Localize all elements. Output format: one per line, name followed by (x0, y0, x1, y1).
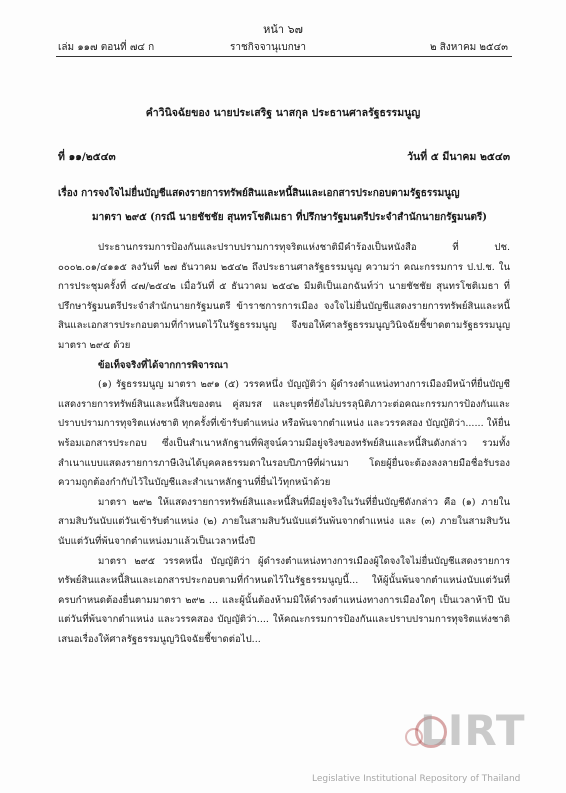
document-title: คำวินิจฉัยของ นายประเสริฐ นาสกุล ประธานศาลรัฐธรรมนูญ (145, 107, 421, 119)
paragraph-section-291: (๑) รัฐธรรมนูญ มาตรา ๒๙๑ (๕) วรรคหนึ่ง บัญญัติว่า ผู้ดำรงตำแหน่งทางการเมืองมีหน้าที่ยื่นบัญชีแสดงรายการทรัพย์สินและหนี้สินของตน คู่สมรส และบุตรที่ยังไม่บรรลุนิติภาวะต่อคณะกรรมการป้องกันและปราบปรามการทุจริตแห่งชาติ ทุกครั้งที่เข้ารับตำแหน่ง หรือพ้นจากตำแหน่ง และวรรคสอง บัญญัติว่า...... ให้ยื่นพร้อมเอกสารประกอบ ซึ่งเป็นสำเนาหลักฐานที่พิสูจน์ความมีอยู่จริงของทรัพย์สินและหนี้สินดังกล่าว รวมทั้งสำเนาแบบแสดงรายการภาษีเงินได้บุคคลธรรมดาในรอบปีภาษีที่ผ่านมา โดยผู้ยื่นจะต้องลงลายมือชื่อรับรองความถูกต้องกำกับไว้ในบัญชีและสำเนาหลักฐานที่ยื่นไว้ทุกหน้าด้วย (58, 379, 510, 489)
subject-line-2: มาตรา ๒๙๕ (กรณี นายชัชชัย สุนทรโชติเมธา ที่ปรึกษารัฐมนตรีประจำสำนักนายกรัฐมนตรี) (92, 212, 488, 223)
ruling-date: วันที่ ๕ มีนาคม ๒๕๔๓ (407, 151, 510, 163)
paragraph-section-292: มาตรา ๒๙๒ ให้แสดงรายการทรัพย์สินและหนี้สินที่มีอยู่จริงในวันที่ยื่นบัญชีดังกล่าว คือ (๑) ภายในสามสิบวันนับแต่วันเข้ารับตำแหน่ง (๒) ภายในสามสิบวันนับแต่วันพ้นจากตำแหน่ง และ (๓) ภายในสามสิบวันนับแต่วันที่พ้นจากตำแหน่งมาแล้วเป็นเวลาหนึ่งปี (58, 496, 510, 547)
publication-name: ราชกิจจานุเบกษา (230, 42, 307, 53)
publication-date: ๒ สิงหาคม ๒๕๔๓ (430, 42, 508, 53)
document-body (58, 238, 510, 649)
watermark (420, 706, 550, 766)
watermark-caption: Legislative Institutional Repository of Thailand (312, 774, 521, 784)
ruling-number: ที่ ๑๑/๒๕๔๓ (58, 151, 116, 163)
page-number: หน้า ๖๗ (263, 23, 303, 36)
subject-block (58, 182, 510, 230)
watermark-logo: LIRT (420, 706, 526, 755)
subject-line-1: เรื่อง การจงใจไม่ยื่นบัญชีแสดงรายการทรัพย์สินและหนี้สินและเอกสารประกอบตามรัฐธรรมนูญ (58, 188, 460, 199)
paragraph-petition: ประธานกรรมการป้องกันและปราบปรามการทุจริตแห่งชาติมีคำร้องเป็นหนังสือ ที่ ปช. ๐๐๐๒.๐๑/๔๑๑๕ ลงวันที่ ๒๗ ธันวาคม ๒๕๔๒ ถึงประธานศาลรัฐธรรมนูญ ความว่า คณะกรรมการ ป.ป.ช. ในการประชุมครั้งที่ ๔๗/๒๕๔๒ เมื่อวันที่ ๕ ธันวาคม ๒๕๔๒ มีมติเป็นเอกฉันท์ว่า นายชัชชัย สุนทรโชติเมธา ที่ปรึกษารัฐมนตรีประจำสำนักนายกรัฐมนตรี ข้าราชการการเมือง จงใจไม่ยื่นบัญชีแสดงรายการทรัพย์สินและหนี้สินและเอกสารประกอบตามที่กำหนดไว้ในรัฐธรรมนูญ จึงขอให้ศาลรัฐธรรมนูญวินิจฉัยชี้ขาดตามรัฐธรรมนูญ มาตรา ๒๙๕ ด้วย (58, 242, 510, 351)
volume-issue: เล่ม ๑๑๗ ตอนที่ ๗๔ ก (58, 42, 155, 53)
paragraph-section-295: มาตรา ๒๙๕ วรรคหนึ่ง บัญญัติว่า ผู้ดำรงตำแหน่งทางการเมืองผู้ใดจงใจไม่ยื่นบัญชีแสดงรายการทรัพย์สินและหนี้สินและเอกสารประกอบตามที่กำหนดไว้ในรัฐธรรมนูญนี้... ให้ผู้นั้นพ้นจากตำแหน่งนับแต่วันที่ครบกำหนดต้องยื่นตามมาตรา ๒๙๒ ... และผู้นั้นต้องห้ามมิให้ดำรงตำแหน่งทางการเมืองใดๆ เป็นเวลาห้าปี นับแต่วันที่พ้นจากตำแหน่ง และวรรคสอง บัญญัติว่า.... ให้คณะกรรมการป้องกันและปราบปรามการทุจริตแห่งชาติเสนอเรื่องให้ศาลรัฐธรรมนูญวินิจฉัยชี้ขาดต่อไป... (58, 555, 510, 645)
header-divider (56, 56, 512, 57)
facts-heading: ข้อเท็จจริงที่ได้จากการพิจารณา (98, 359, 229, 371)
